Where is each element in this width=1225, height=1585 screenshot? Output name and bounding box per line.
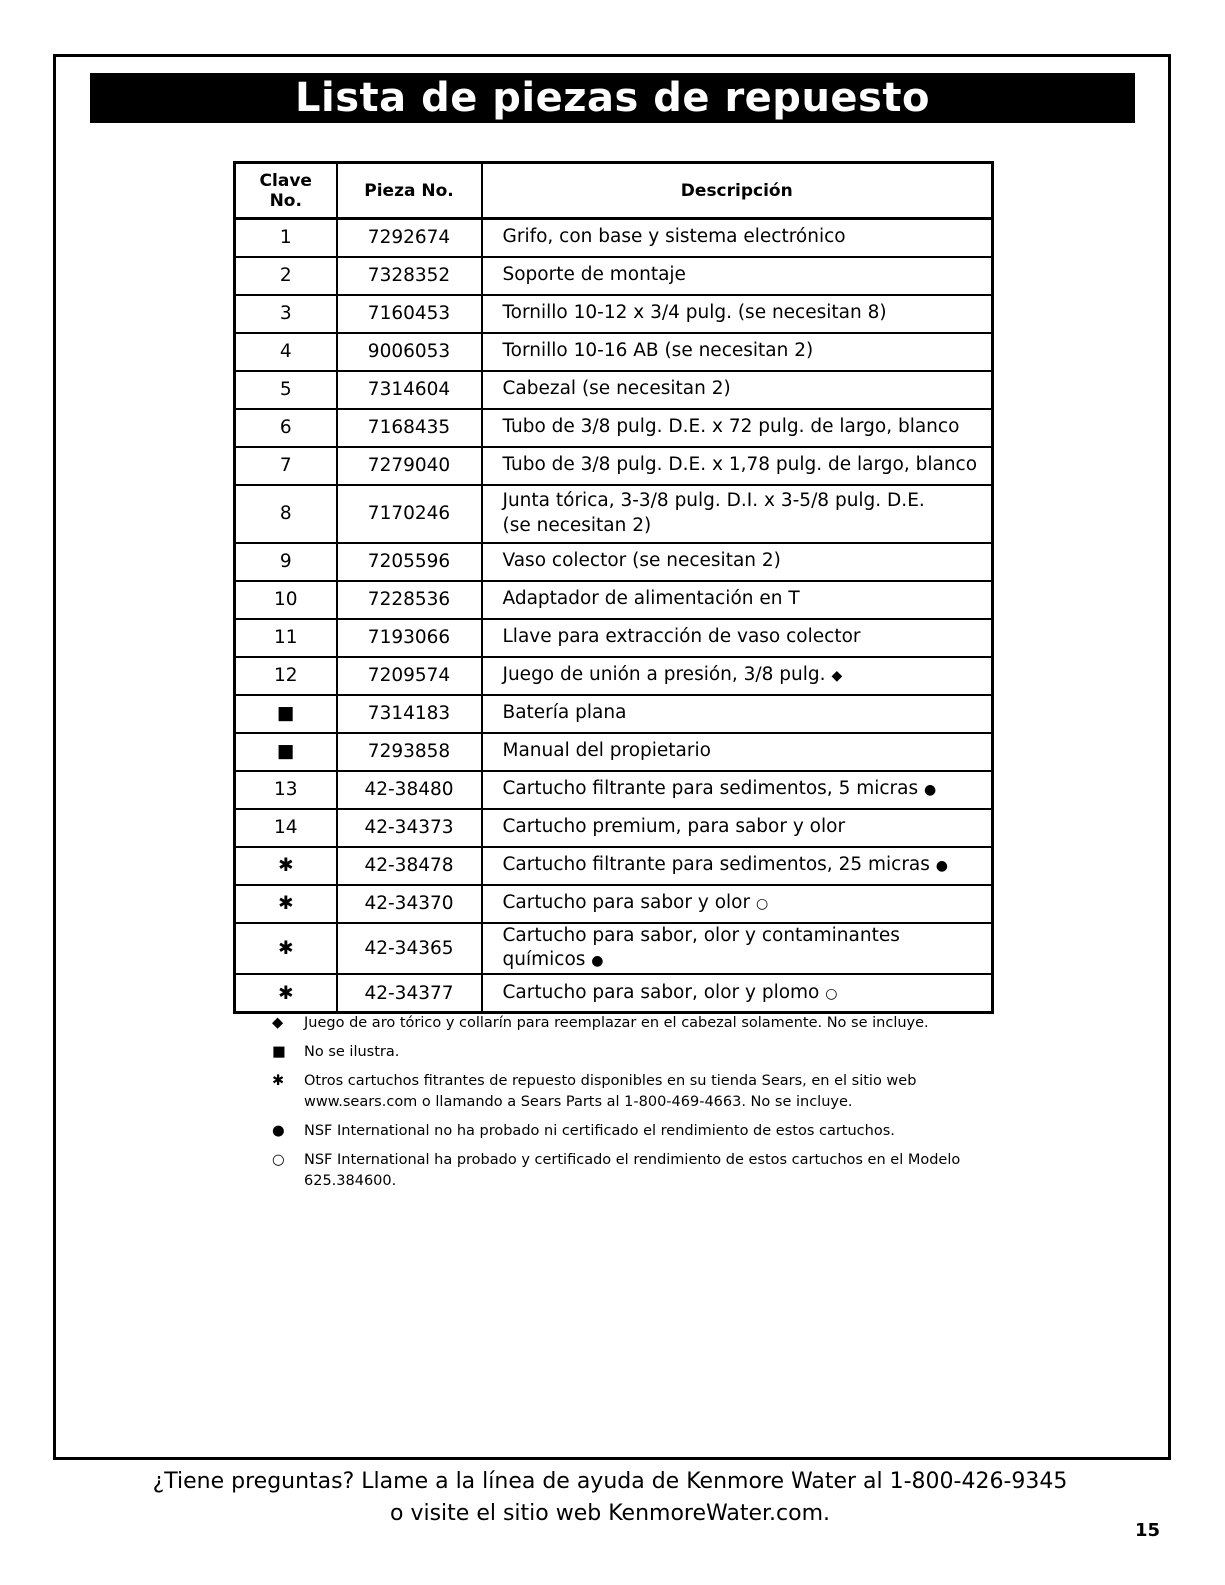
row-part-number: 7160453 — [337, 295, 482, 333]
row-description-text: Cartucho para sabor y olor — [502, 892, 751, 914]
help-footer — [60, 1466, 1160, 1530]
table-row — [235, 219, 993, 257]
row-description-text: Grifo, con base y sistema electrónico — [502, 226, 846, 248]
row-description — [482, 809, 993, 847]
table-row — [235, 295, 993, 333]
table-row — [235, 257, 993, 295]
row-description — [482, 695, 993, 733]
row-description-text: Tubo de 3/8 pulg. D.E. x 72 pulg. de largo, blanco — [502, 416, 960, 438]
row-key: ■ — [235, 733, 337, 771]
row-part-number: 42-34370 — [337, 885, 482, 923]
row-description-text: Adaptador de alimentación en T — [502, 588, 800, 610]
row-description-text: Cartucho filtrante para sedimentos, 25 micras — [502, 854, 930, 876]
row-description — [482, 885, 993, 923]
table-row — [235, 447, 993, 485]
row-description-text: Tornillo 10-16 AB (se necesitan 2) — [502, 340, 814, 362]
row-part-number: 42-34377 — [337, 974, 482, 1012]
row-key: 3 — [235, 295, 337, 333]
row-key: 12 — [235, 657, 337, 695]
row-description-text: Tornillo 10-12 x 3/4 pulg. (se necesitan 8) — [502, 302, 887, 324]
row-description-text: Vaso colector (se necesitan 2) — [502, 550, 781, 572]
row-description — [482, 543, 993, 581]
row-part-number: 7314604 — [337, 371, 482, 409]
table-row — [235, 333, 993, 371]
row-part-number: 7209574 — [337, 657, 482, 695]
legend-symbol-icon: ✱ — [272, 1073, 285, 1090]
table-row — [235, 974, 993, 1012]
row-description — [482, 219, 993, 257]
row-key: 9 — [235, 543, 337, 581]
row-part-number: 7193066 — [337, 619, 482, 657]
table-row — [235, 371, 993, 409]
row-description — [482, 733, 993, 771]
row-description-text: Cartucho filtrante para sedimentos, 5 micras — [502, 778, 919, 800]
legend-note — [266, 1071, 986, 1113]
legend-text: Juego de aro tórico y collarín para reemplazar en el cabezal solamente. No se incluye. — [304, 1015, 929, 1031]
table-row — [235, 581, 993, 619]
row-part-number: 42-34365 — [337, 923, 482, 975]
row-description — [482, 771, 993, 809]
table-row — [235, 695, 993, 733]
row-key: 8 — [235, 485, 337, 543]
row-key: 7 — [235, 447, 337, 485]
row-description — [482, 619, 993, 657]
row-description — [482, 974, 993, 1012]
row-key: 2 — [235, 257, 337, 295]
header-description: Descripción — [482, 163, 993, 219]
row-part-number: 7279040 — [337, 447, 482, 485]
row-part-number: 9006053 — [337, 333, 482, 371]
row-part-number: 42-38478 — [337, 847, 482, 885]
row-description-text: Llave para extracción de vaso colector — [502, 626, 861, 648]
row-part-number: 7314183 — [337, 695, 482, 733]
row-part-number: 7328352 — [337, 257, 482, 295]
legend-text: NSF International ha probado y certificado el rendimiento de estos cartuchos en el Modelo 625.384600. — [304, 1152, 961, 1190]
row-key: 13 — [235, 771, 337, 809]
page-number: 15 — [1135, 1520, 1161, 1541]
legend-symbol-icon: ● — [272, 1123, 285, 1140]
row-symbol-icon: ○ — [825, 985, 838, 1002]
row-part-number: 7168435 — [337, 409, 482, 447]
row-description — [482, 333, 993, 371]
row-key: 10 — [235, 581, 337, 619]
row-description — [482, 657, 993, 695]
row-key: 5 — [235, 371, 337, 409]
row-description-text: Manual del propietario — [502, 740, 711, 762]
row-description-text: Cartucho para sabor, olor y contaminantes químicos — [502, 924, 900, 971]
row-key: 14 — [235, 809, 337, 847]
footer-line-2: o visite el sitio web KenmoreWater.com. — [390, 1500, 830, 1526]
table-row — [235, 885, 993, 923]
row-description — [482, 371, 993, 409]
row-description-text: Soporte de montaje — [502, 264, 686, 286]
header-part: Pieza No. — [337, 163, 482, 219]
row-part-number: 42-38480 — [337, 771, 482, 809]
row-description-text: Juego de unión a presión, 3/8 pulg. — [502, 664, 826, 686]
legend-symbol-icon: ◆ — [272, 1015, 284, 1031]
legend-note — [266, 1121, 986, 1142]
row-part-number: 7205596 — [337, 543, 482, 581]
table-row — [235, 733, 993, 771]
table-header-row — [235, 163, 993, 219]
page-title: Lista de piezas de repuesto — [90, 73, 1135, 123]
row-description — [482, 847, 993, 885]
row-description-text: Cartucho para sabor, olor y plomo — [502, 981, 820, 1003]
row-description — [482, 485, 993, 543]
row-part-number: 7292674 — [337, 219, 482, 257]
legend-symbol-icon: ■ — [272, 1044, 286, 1061]
row-key: ✱ — [235, 847, 337, 885]
footer-line-1: ¿Tiene preguntas? Llame a la línea de ayuda de Kenmore Water al 1-800-426-9345 — [152, 1469, 1068, 1494]
row-description — [482, 581, 993, 619]
row-symbol-icon: ○ — [755, 896, 769, 913]
row-description-text: Tubo de 3/8 pulg. D.E. x 1,78 pulg. de largo, blanco — [502, 454, 978, 476]
row-symbol-icon: ◆ — [831, 668, 843, 685]
row-part-number: 7228536 — [337, 581, 482, 619]
row-description-text: Cartucho premium, para sabor y olor — [502, 816, 846, 838]
legend-text: NSF International no ha probado ni certificado el rendimiento de estos cartuchos. — [304, 1123, 895, 1140]
legend-notes — [266, 1013, 986, 1200]
row-key: 11 — [235, 619, 337, 657]
row-key: 6 — [235, 409, 337, 447]
row-description-text: Cabezal (se necesitan 2) — [502, 378, 731, 400]
row-key: ■ — [235, 695, 337, 733]
legend-text: No se ilustra. — [304, 1044, 400, 1061]
legend-text: Otros cartuchos fitrantes de repuesto disponibles en su tienda Sears, en el sitio web www.sears.com o llamando a Sears Parts al 1-800-469-4663. No se incluye. — [304, 1073, 917, 1111]
row-description — [482, 409, 993, 447]
row-symbol-icon: ● — [924, 782, 937, 799]
row-part-number: 42-34373 — [337, 809, 482, 847]
table-row — [235, 847, 993, 885]
row-symbol-icon: ● — [591, 953, 604, 970]
row-description-text-2: (se necesitan 2) — [502, 514, 652, 536]
row-key: 1 — [235, 219, 337, 257]
table-row — [235, 657, 993, 695]
legend-note — [266, 1150, 986, 1192]
row-description — [482, 295, 993, 333]
row-key: ✱ — [235, 974, 337, 1012]
header-key: Clave No. — [235, 163, 337, 219]
row-description — [482, 447, 993, 485]
legend-note — [266, 1042, 986, 1063]
table-row — [235, 809, 993, 847]
row-part-number: 7293858 — [337, 733, 482, 771]
table-row — [235, 923, 993, 975]
table-row — [235, 619, 993, 657]
table-row — [235, 771, 993, 809]
row-part-number: 7170246 — [337, 485, 482, 543]
row-description-text: Junta tórica, 3-3/8 pulg. D.I. x 3-5/8 pulg. D.E. — [502, 489, 925, 511]
table-row — [235, 543, 993, 581]
row-key: ✱ — [235, 885, 337, 923]
legend-symbol-icon: ○ — [272, 1152, 285, 1169]
row-description-text: Batería plana — [502, 702, 627, 724]
row-key: ✱ — [235, 923, 337, 975]
row-key: 4 — [235, 333, 337, 371]
parts-table — [233, 161, 994, 1014]
row-description — [482, 923, 993, 975]
table-row — [235, 409, 993, 447]
parts-table-body — [235, 219, 993, 1013]
row-description — [482, 257, 993, 295]
table-row — [235, 485, 993, 543]
row-symbol-icon: ● — [935, 858, 949, 875]
legend-note — [266, 1013, 986, 1034]
